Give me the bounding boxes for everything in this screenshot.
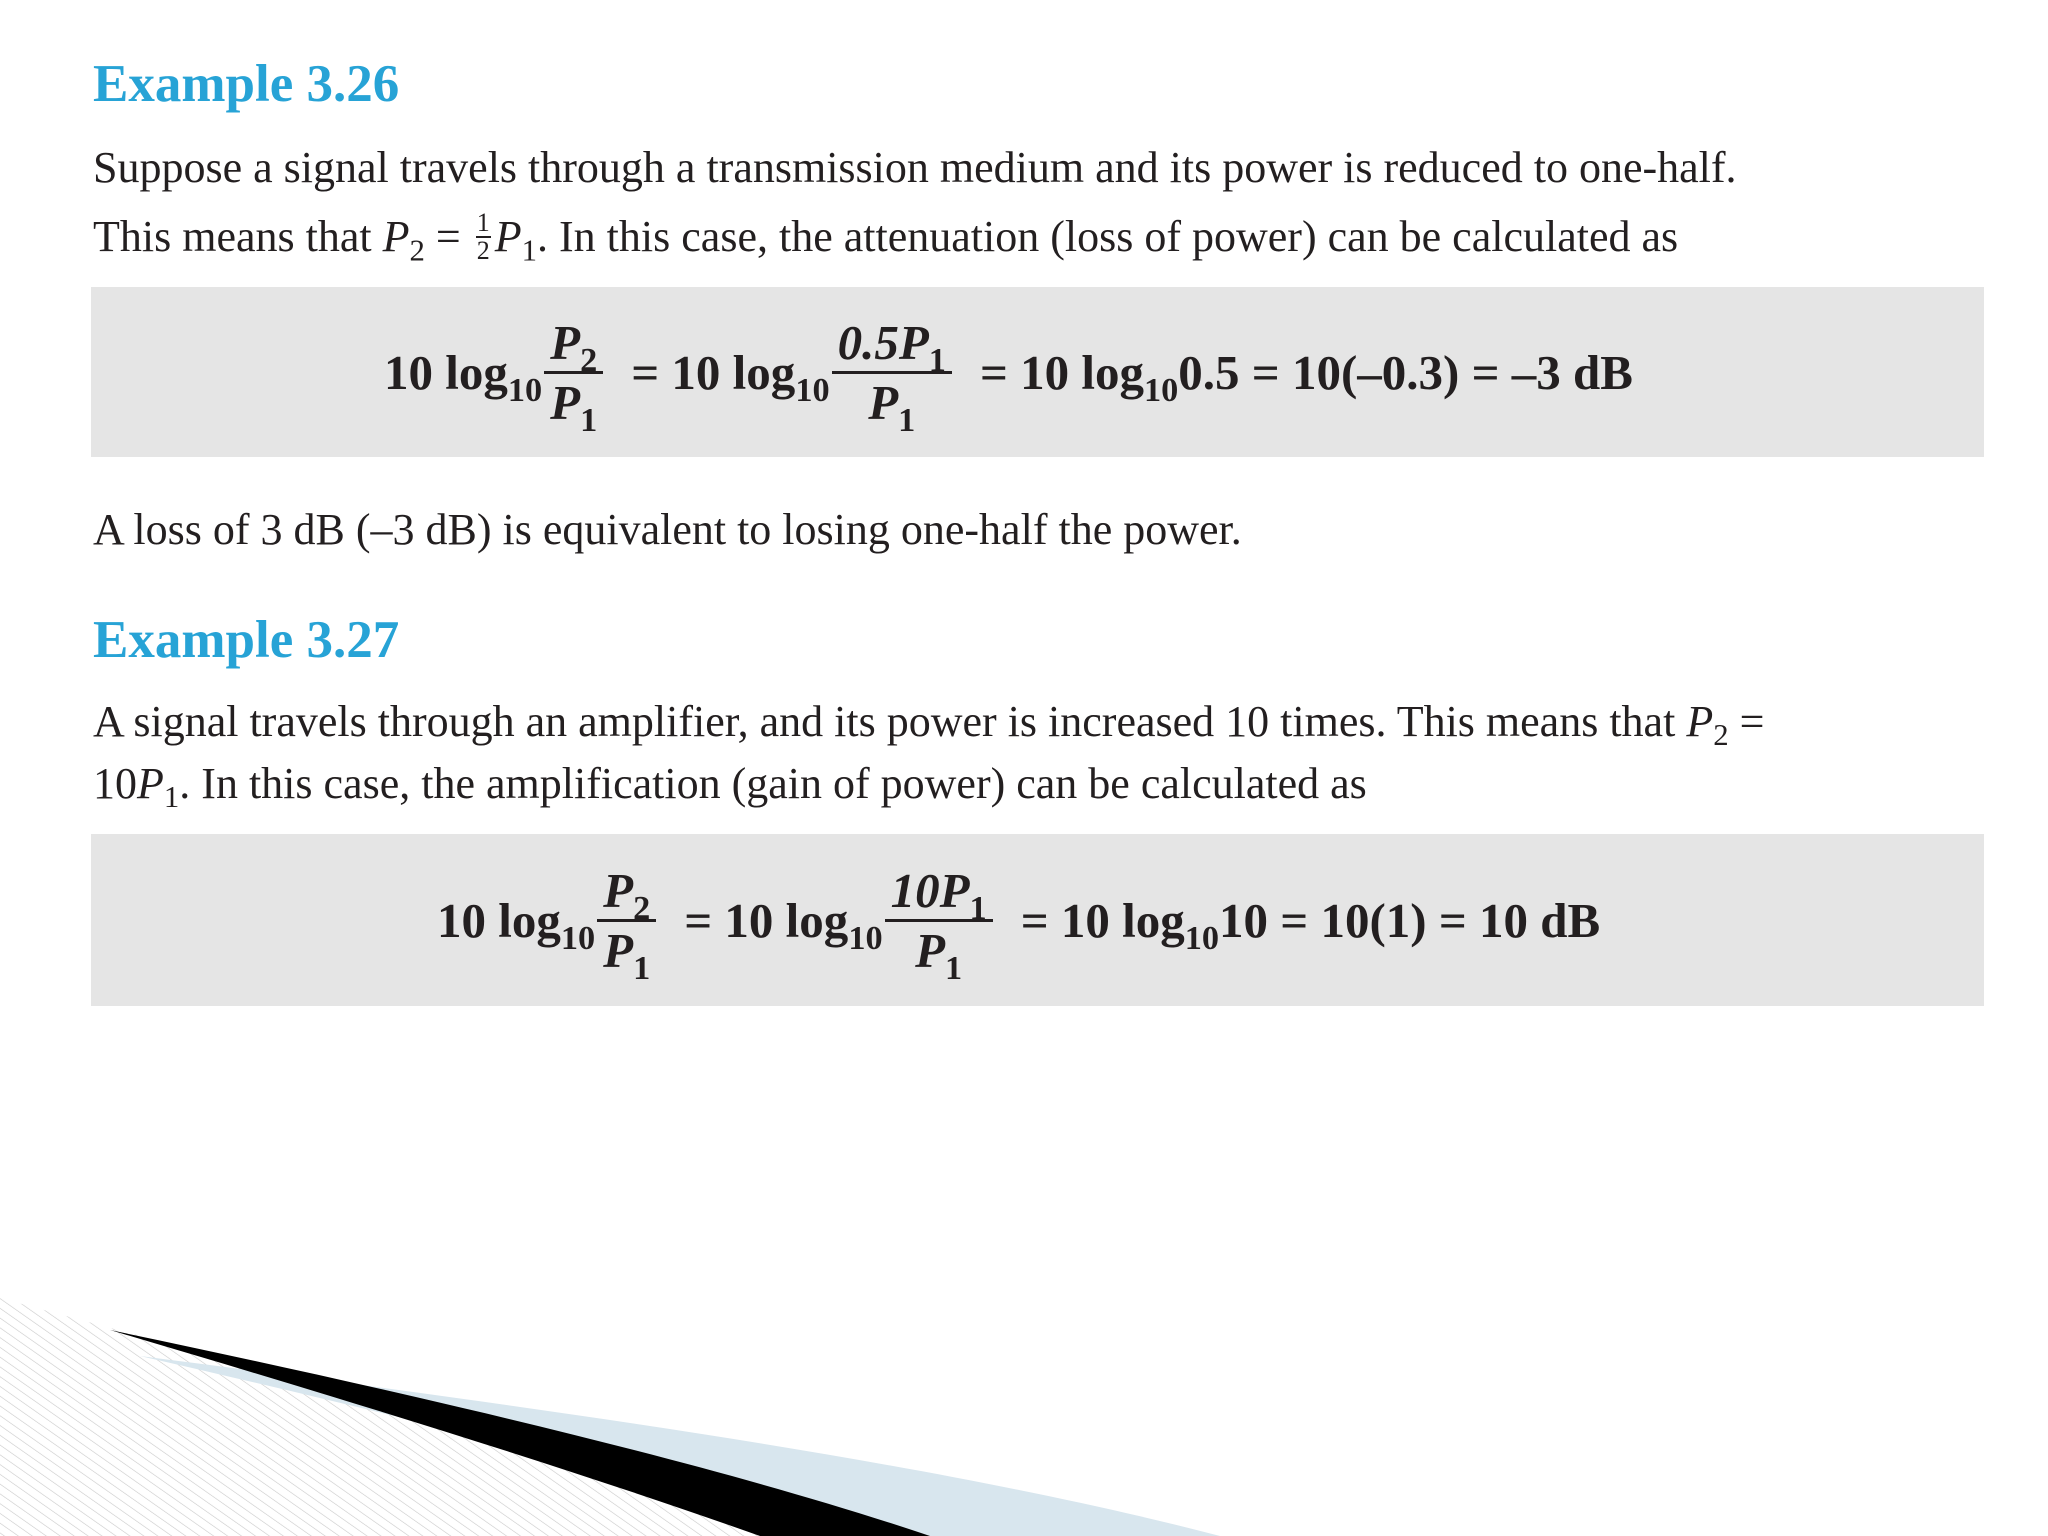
text-segment: . In this case, the amplification (gain of power) can be calculated as [179, 759, 1367, 808]
subscript: 2 [580, 340, 598, 379]
log-text: = 10 log [979, 344, 1144, 400]
text-segment: . In this case, the attenuation (loss of power) can be calculated as [537, 212, 1679, 262]
subscript: 1 [898, 400, 916, 439]
log-base: 10 [507, 370, 543, 409]
subscript: 1 [945, 948, 963, 987]
equals-sign: = [424, 212, 472, 262]
coefficient-variable: 10P [890, 862, 970, 918]
variable-p: P [137, 759, 164, 808]
log-text: = 10 log [684, 892, 849, 948]
coefficient-variable: 0.5P [837, 314, 929, 370]
example-3-26-paragraph-line-1: Suppose a signal travels through a transmission medium and its power is reduced to one-half. [93, 143, 1737, 192]
subscript: 2 [633, 888, 651, 927]
subscript: 2 [409, 233, 425, 268]
subscript: 1 [928, 340, 946, 379]
variable-p: P [550, 374, 581, 430]
variable-p: P [603, 922, 634, 978]
variable-p: P [494, 212, 522, 262]
log-base: 10 [1184, 918, 1220, 957]
log-text: = 10 log [631, 344, 796, 400]
log-text: 10 log [437, 892, 561, 948]
subscript: 1 [969, 888, 987, 927]
subscript: 1 [633, 948, 651, 987]
variable-p: P [550, 314, 581, 370]
example-3-26-note: A loss of 3 dB (–3 dB) is equivalent to losing one-half the power. [93, 505, 1242, 554]
log-base: 10 [560, 918, 596, 957]
fraction-denominator: 2 [476, 236, 490, 265]
text-segment: = [1728, 697, 1765, 746]
text-segment: A signal travels through an amplifier, and its power is increased 10 times. This means that [93, 697, 1687, 746]
subscript: 1 [580, 400, 598, 439]
log-text: 10 log [384, 344, 508, 400]
log-base: 10 [1144, 370, 1179, 409]
subscript: 2 [1713, 718, 1729, 753]
variable-p: P [603, 862, 634, 918]
hatched-band [0, 1298, 760, 1536]
variable-p: P [868, 374, 899, 430]
text-segment: 10 [93, 759, 137, 808]
text-segment: This means that [93, 212, 383, 262]
variable-p: P [915, 922, 946, 978]
variable-p: P [382, 212, 410, 262]
result-text: 10 = 10(1) = 10 dB [1219, 892, 1601, 948]
result-text: 0.5 = 10(–0.3) = –3 dB [1178, 344, 1633, 400]
log-base: 10 [848, 918, 883, 957]
variable-p: P [1686, 697, 1714, 746]
subscript: 1 [521, 233, 538, 268]
subscript: 1 [163, 780, 180, 815]
example-3-26-heading: Example 3.26 [93, 55, 400, 113]
log-base: 10 [795, 370, 830, 409]
log-text: = 10 log [1020, 892, 1185, 948]
example-3-27-heading: Example 3.27 [93, 611, 400, 669]
fraction-numerator: 1 [476, 208, 490, 237]
